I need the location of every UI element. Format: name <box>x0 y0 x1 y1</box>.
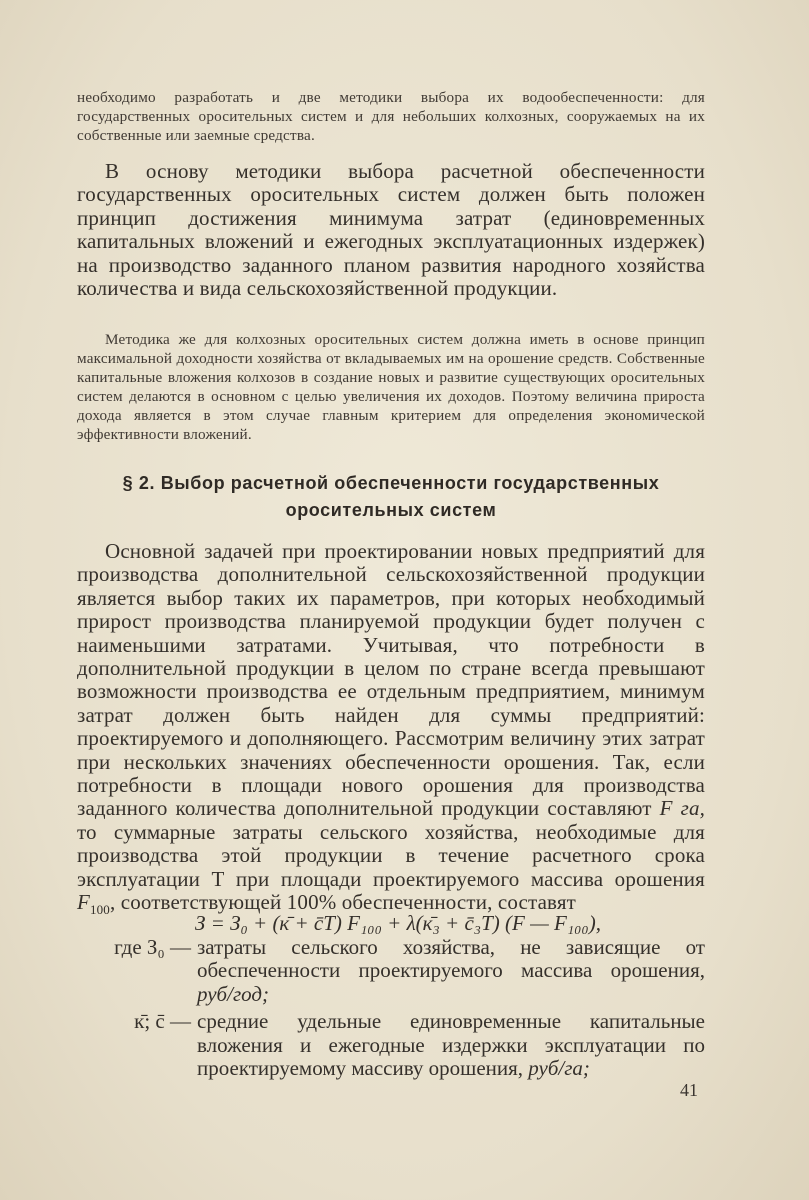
body-text-part-3: , соответствующей 100% обеспеченности, составят <box>109 890 576 915</box>
f100-subscript: 100 <box>89 902 110 918</box>
definition-text <box>197 936 705 1006</box>
definitions-list <box>77 936 705 1080</box>
definition-description: средние удельные единовременные капитальные вложения и ежегодные издержки эксплуатации по проектируемому массиву орошения, <box>197 1009 705 1081</box>
body-paragraph <box>77 540 705 922</box>
definition-row <box>77 936 705 1006</box>
definition-unit: руб/га; <box>528 1056 590 1081</box>
page-number: 41 <box>680 1080 698 1100</box>
area-variable: F га, <box>659 796 705 821</box>
body-text-part-1: Основной задачей при проектировании новых предприятий для производства дополнительной сельскохозяйственной продукции является выбор таких их параметров, при которых необходимый прирост производства планируемой продукции будет получен с наименьшими затратами. Учитывая, что потребности в дополнительной продукции в целом по стране всегда превышают возможности производства ее отдельным предприятием, минимум затрат должен быть найден для суммы предприятий: проектируемого и дополняющего. Рассмотрим величину этих затрат при нескольких значениях обеспеченности орошения. Так, если потребности в площади нового орошения для производства заданного количества дополнительной продукции составляют <box>77 539 705 821</box>
definition-row <box>77 1010 705 1080</box>
definition-term: к̄; c̄ — <box>134 1009 191 1034</box>
definition-description: затраты сельского хозяйства, не зависящие от обеспеченности проектируемого массива орошения, <box>197 935 705 983</box>
kolkhoz-method-paragraph: Методика же для колхозных оросительных систем должна иметь в основе принцип максимальной доходности хозяйства от вкладываемых им на орошение средств. Собственные капитальные вложения колхозов в создание новых и развитие существующих оросительных систем делаются в основном с целью увеличения их доходов. Поэтому величина прироста дохода является в этом случае главным критерием для определения экономической эффективности вложений. <box>77 331 705 443</box>
definition-text <box>197 1010 705 1080</box>
body-text-part-2: то суммарные затраты сельского хозяйства, необходимые для производства этой продукции в течение расчетного срока эксплуатации Т при площади проектируемого массива орошения <box>77 819 705 891</box>
intro-paragraph: необходимо разработать и две методики выбора их водообеспеченности: для государственных оросительных систем и для небольших колхозных, сооружаемых на их собственные или заемные средства. <box>77 89 705 144</box>
definition-term: где З₀ — <box>114 935 191 959</box>
f100-variable: F <box>77 890 90 915</box>
main-paragraph: В основу методики выбора расчетной обеспеченности государственных оросительных систем должен быть положен принцип достижения минимума затрат (единовременных капитальных вложений и ежегодных эксплуатационных издержек) на производство заданного планом развития народного хозяйства количества и вида сельскохозяйственной продукции. <box>77 159 705 301</box>
definition-unit: руб/год; <box>197 981 269 1006</box>
section-heading: § 2. Выбор расчетной обеспеченности государственных оросительных систем <box>122 473 660 520</box>
cost-formula: З = З₀ + (к̄ + c̄T) F₁₀₀ + λ(к̄₃ + c̄₃T) (F — F₁₀₀), <box>195 911 601 935</box>
